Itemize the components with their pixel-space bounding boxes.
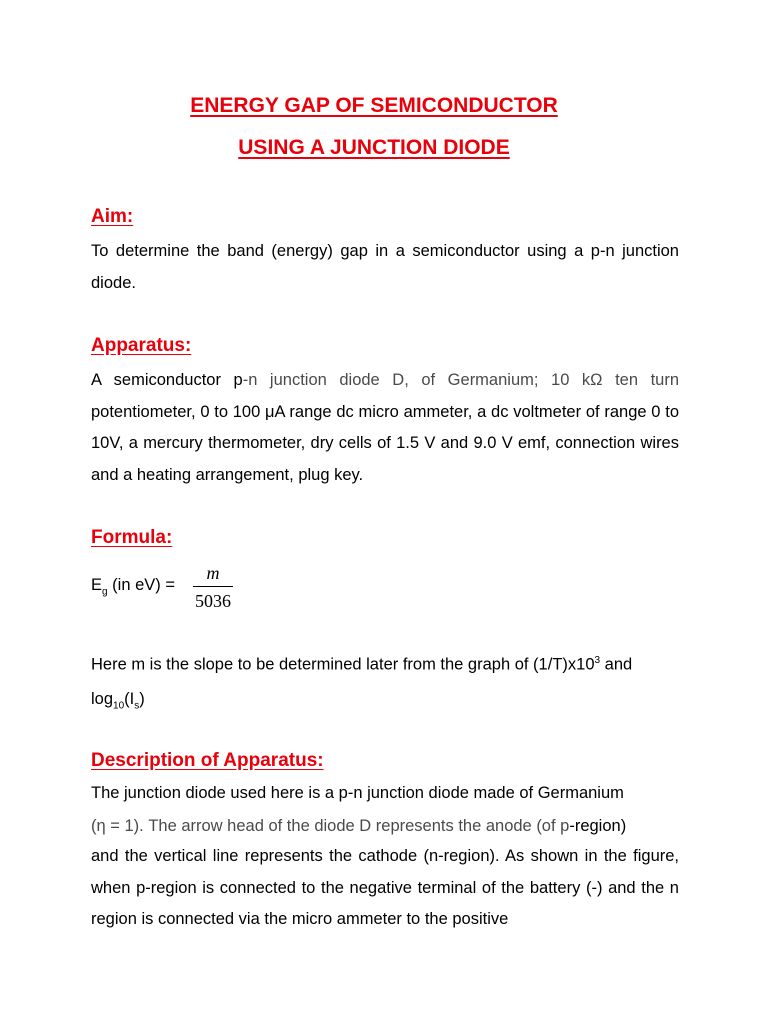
formula-numerator: m (206, 563, 220, 583)
apparatus-rest: potentiometer, 0 to 100 μA range dc micro ammeter, a dc voltmeter of range 0 to 10V, a mercury thermometer, dry cells of 1.5 V and 9.0 V emf, connection wires and a heating arrangement, plug key. (91, 402, 679, 484)
aim-heading: Aim: (91, 206, 134, 227)
formula-note-line-2 (91, 690, 145, 711)
formula-is-sub: s (134, 700, 140, 712)
formula-close-paren: ) (139, 690, 145, 708)
formula-lhs (91, 576, 175, 597)
formula-denominator: 5036 (195, 591, 231, 611)
description-heading: Description of Apparatus: (91, 750, 324, 771)
formula-note-and: and (600, 655, 633, 674)
formula-heading: Formula: (91, 527, 173, 548)
formula-is: (I (124, 690, 135, 708)
formula-lhs-rest: (in eV) = (107, 576, 175, 594)
formula-log-base: 10 (113, 700, 125, 712)
description-line-1: The junction diode used here is a p-n junction diode made of Germanium (91, 784, 624, 802)
formula-fraction (193, 562, 233, 612)
formula-lhs-e: E (91, 576, 103, 594)
apparatus-heading: Apparatus: (91, 335, 192, 356)
fraction-bar (193, 586, 233, 587)
apparatus-light-part: -n junction diode D, of Germanium; 10 kΩ ten turn (242, 371, 680, 389)
formula-log: log (91, 690, 114, 708)
description-light-part: (η = 1). The arrow head of the diode D represents the anode (of p (91, 817, 570, 835)
apparatus-text (91, 365, 679, 491)
description-dark-part: -region) (569, 817, 627, 835)
formula-note-line-1 (91, 655, 632, 675)
formula-lhs-sub: g (102, 586, 108, 598)
description-line-2 (91, 817, 626, 836)
title-line-2: USING A JUNCTION DIODE (238, 136, 510, 159)
formula-note-text: Here m is the slope to be determined later from the graph of (1/T)x10 (91, 655, 595, 674)
title-line-1: ENERGY GAP OF SEMICONDUCTOR (190, 94, 558, 117)
aim-text: To determine the band (energy) gap in a semiconductor using a p-n junction diode. (91, 242, 679, 292)
formula-note-sup: 3 (594, 655, 601, 666)
apparatus-intro: A semiconductor p (91, 371, 243, 389)
description-rest: and the vertical line represents the cathode (n-region). As shown in the figure, when p-region is connected to the negative terminal of the battery (-) and the n region is connected via the micro ammeter to the positive (91, 847, 679, 928)
